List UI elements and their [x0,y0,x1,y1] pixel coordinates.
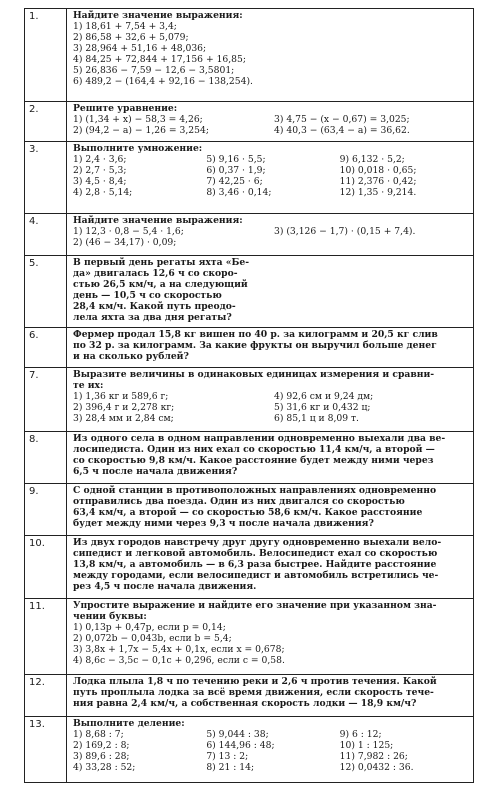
task-number: 5. [25,256,67,327]
task-row [25,141,473,213]
task-row [25,535,473,598]
task-item: 4) 92,6 см и 9,24 дм; [274,391,374,402]
task-heading: Выразите величины в одинаковых единицах измерения и сравни- [73,369,435,380]
task-line: 6,5 ч после начала движения? [73,466,238,477]
task-item: 6) 144,96 : 48; [206,740,275,751]
task-line: 2) 0,072b − 0,043b, если b = 5,4; [73,633,232,644]
task-item: 4) 40,3 − (63,4 − a) = 36,62. [274,125,410,136]
task-number: 1. [25,9,67,101]
task-body [73,485,469,529]
task-body [73,718,469,773]
task-row [25,716,473,782]
task-item: 10) 1 : 125; [339,740,394,751]
task-row [25,598,473,674]
task-item [274,237,469,248]
task-line: стью 26,5 км/ч, а на следующий [73,279,248,290]
task-item: 5) 9,16 · 5,5; [206,154,266,165]
task-number: 10. [25,536,67,598]
task-item: 11) 7,982 : 26; [339,751,408,762]
task-item: 7) 42,25 · 6; [206,176,263,187]
task-line: Из одного села в одном направлении одновременно выехали два ве- [73,433,446,444]
task-number: 3. [25,142,67,213]
task-item: 8) 21 : 14; [206,762,255,773]
task-body [73,143,469,198]
task-line: 28,4 км/ч. Какой путь преодо- [73,301,236,312]
task-line: лосипедиста. Один из них ехал со скоростью 11,4 км/ч, а второй — [73,444,435,455]
task-body [73,103,469,136]
task-body [73,10,469,87]
task-item: 2) 2,7 · 5,3; [73,165,127,176]
task-line: 1) 0,13p + 0,47p, если p = 0,14; [73,622,226,633]
task-line: 13,8 км/ч, а автомобиль — в 6,3 раза быстрее. Найдите расстояние [73,559,437,570]
task-line: В первый день регаты яхта «Бе- [73,257,250,268]
task-item: 10) 0,018 · 0,65; [339,165,417,176]
task-row [25,483,473,535]
task-line: С одной станции в противоположных направлениях одновременно [73,485,437,496]
task-line: Лодка плыла 1,8 ч по течению реки и 2,6 ч против течения. Какой [73,676,437,687]
task-row [25,367,473,431]
task-body [73,676,469,709]
task-row [25,101,473,141]
task-number: 9. [25,484,67,535]
task-body [73,600,469,666]
task-item: 1) 1,36 кг и 589,6 г; [73,391,169,402]
task-line: день — 10,5 ч со скоростью [73,290,222,301]
task-line: 4) 84,25 + 72,844 + 17,156 + 16,85; [73,54,246,65]
task-line: будет между ними через 9,3 ч после начала движения? [73,518,374,529]
task-item: 12) 0,0432 : 36. [339,762,414,773]
task-item: 1) 8,68 : 7; [73,729,124,740]
task-line: со скоростью 9,8 км/ч. Какое расстояние будет между ними через [73,455,434,466]
task-item: 12) 1,35 · 9,214. [339,187,417,198]
task-line: рез 4,5 ч после начала движения. [73,581,257,592]
task-line: лела яхта за два дня регаты? [73,312,232,323]
task-item: 3) (3,126 − 1,7) · (0,15 + 7,4). [274,226,416,237]
task-number: 12. [25,675,67,716]
task-number: 13. [25,717,67,782]
task-heading: Упростите выражение и найдите его значение при указанном зна- [73,600,437,611]
task-line: 4) 8,6c − 3,5c − 0,1c + 0,296, если c = 0,58. [73,655,285,666]
task-heading: Выполните деление: [73,718,185,729]
task-item: 9) 6,132 · 5,2; [339,154,405,165]
task-number: 2. [25,102,67,141]
task-body [73,433,469,477]
task-item: 2) 169,2 : 8; [73,740,130,751]
task-heading: те их: [73,380,104,391]
task-number: 4. [25,214,67,255]
task-body [73,257,283,323]
task-line: ния равна 2,4 км/ч, а собственная скорость лодки — 18,9 км/ч? [73,698,417,709]
task-line: 2) 86,58 + 32,6 + 5,079; [73,32,189,43]
task-line: по 32 р. за килограмм. За какие фрукты он выручил больше денег [73,340,437,351]
task-body [73,369,469,424]
exercise-table [24,8,474,783]
task-line: 1) 18,61 + 7,54 + 3,4; [73,21,177,32]
task-body [73,215,469,248]
task-line: сипедист и легковой автомобиль. Велосипедист ехал со скоростью [73,548,438,559]
task-row [25,431,473,483]
task-body [73,537,469,592]
task-item: 9) 6 : 12; [339,729,382,740]
task-line: да» двигалась 12,6 ч со скоро- [73,268,238,279]
task-item: 1) 12,3 · 0,8 − 5,4 · 1,6; [73,226,184,237]
task-row [25,213,473,255]
task-item: 6) 0,37 · 1,9; [206,165,266,176]
task-row [25,255,473,327]
task-item: 3) 4,5 · 8,4; [73,176,127,187]
task-number: 11. [25,599,67,674]
task-item: 1) (1,34 + x) − 58,3 = 4,26; [73,114,203,125]
task-body [73,329,469,362]
task-number: 8. [25,432,67,483]
task-item: 3) 4,75 − (x − 0,67) = 3,025; [274,114,410,125]
task-heading: Найдите значение выражения: [73,10,243,21]
task-heading: Найдите значение выражения: [73,215,243,226]
task-row [25,327,473,367]
task-heading: чении буквы: [73,611,147,622]
task-line: 6) 489,2 − (164,4 + 92,16 − 138,254). [73,76,253,87]
task-number: 7. [25,368,67,431]
task-line: путь проплыла лодка за всё время движения, если скорость тече- [73,687,434,698]
task-line: Фермер продал 15,8 кг вишен по 40 р. за килограмм и 20,5 кг слив [73,329,438,340]
task-line: 3) 28,964 + 51,16 + 48,036; [73,43,207,54]
task-row [25,9,473,101]
task-line: между городами, если велосипедист и автомобиль встретились че- [73,570,439,581]
task-item: 6) 85,1 ц и 8,09 т. [274,413,359,424]
task-item: 3) 28,4 мм и 2,84 см; [73,413,174,424]
task-item: 5) 31,6 кг и 0,432 ц; [274,402,371,413]
task-item: 2) (46 − 34,17) · 0,09; [73,237,177,248]
task-line: 3) 3,8x + 1,7x − 5,4x + 0,1x, если x = 0,678; [73,644,285,655]
task-line: и на сколько рублей? [73,351,189,362]
task-item: 2) 396,4 г и 2,278 кг; [73,402,175,413]
task-heading: Решите уравнение: [73,103,178,114]
task-item: 1) 2,4 · 3,6; [73,154,127,165]
task-item: 11) 2,376 · 0,42; [339,176,417,187]
task-line: отправились два поезда. Один из них двигался со скоростью [73,496,405,507]
task-item: 4) 2,8 · 5,14; [73,187,133,198]
task-number: 6. [25,328,67,367]
task-item: 4) 33,28 : 52; [73,762,136,773]
task-item: 2) (94,2 − a) − 1,26 = 3,254; [73,125,209,136]
task-item: 3) 89,6 : 28; [73,751,130,762]
task-item: 7) 13 : 2; [206,751,249,762]
task-heading: Выполните умножение: [73,143,203,154]
task-item: 8) 3,46 · 0,14; [206,187,272,198]
task-row [25,674,473,716]
task-line: 63,4 км/ч, а второй — со скоростью 58,6 км/ч. Какое расстояние [73,507,423,518]
task-line: Из двух городов навстречу друг другу одновременно выехали вело- [73,537,442,548]
task-line: 5) 26,836 − 7,59 − 12,6 − 3,5801; [73,65,235,76]
task-item: 5) 9,044 : 38; [206,729,269,740]
